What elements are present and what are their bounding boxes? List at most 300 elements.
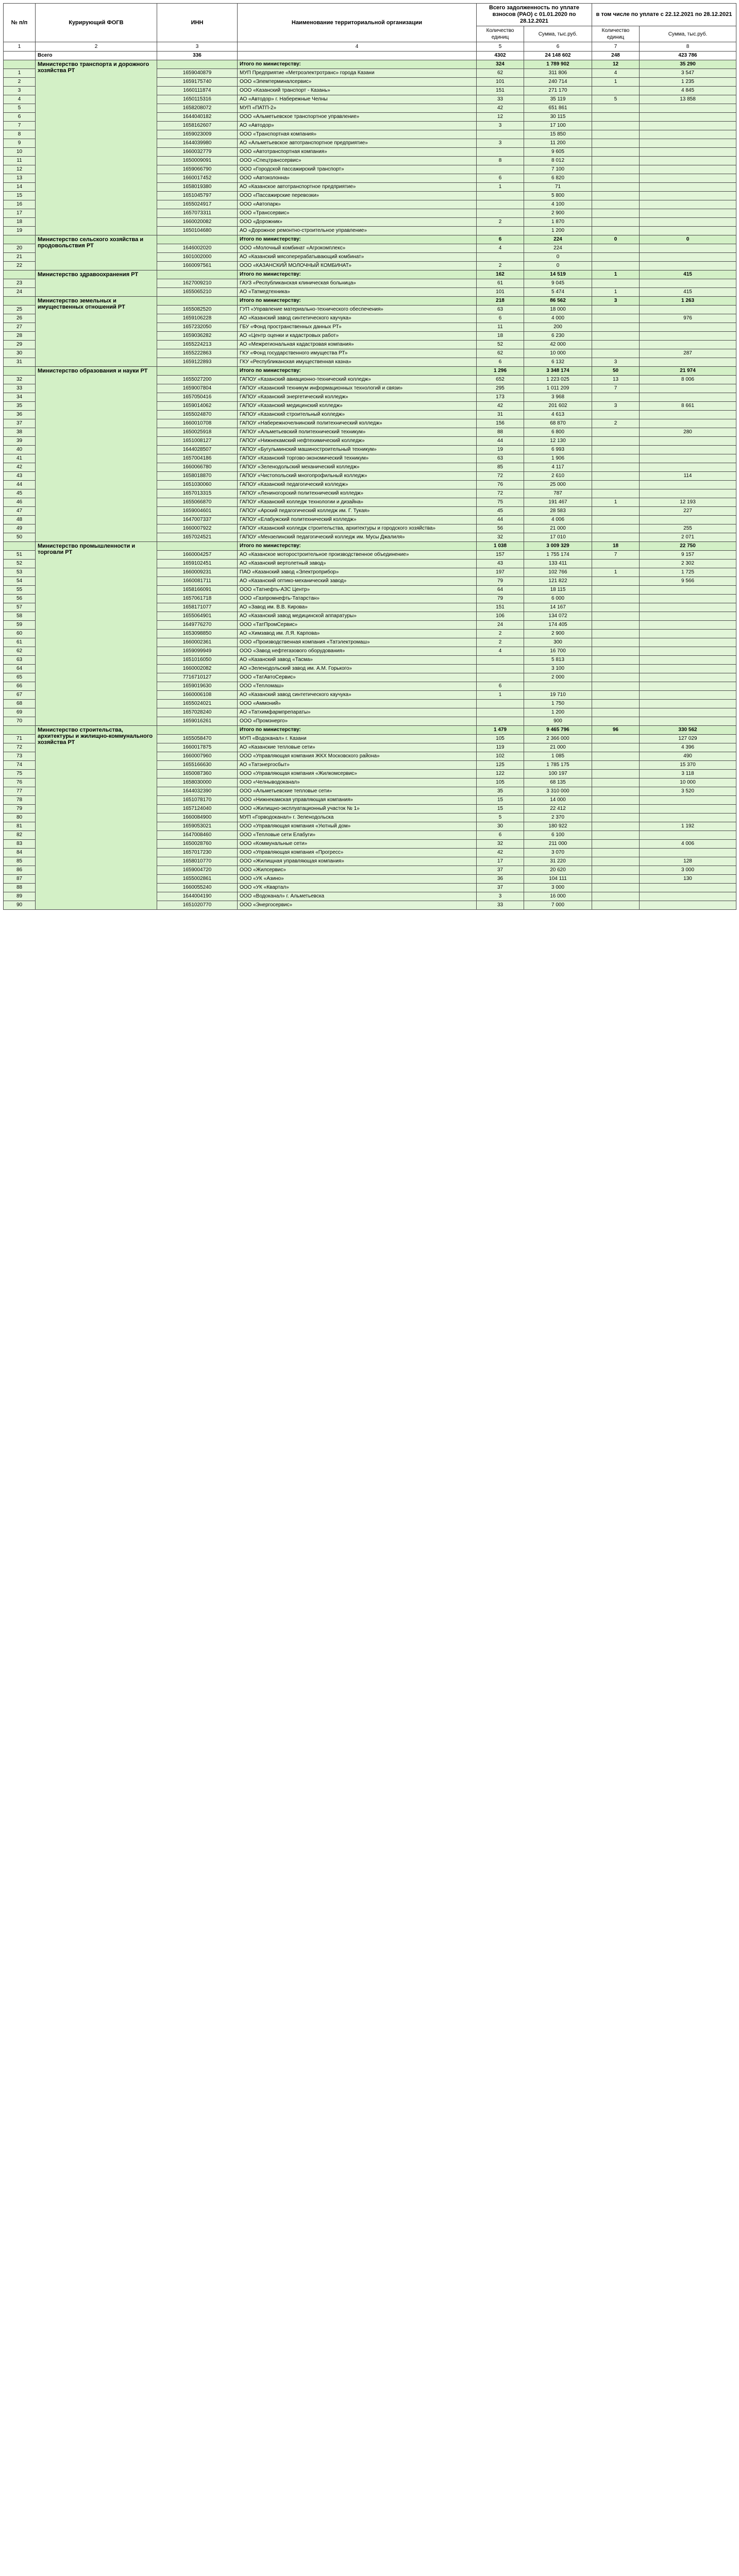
sum-cell: 100 197 bbox=[524, 770, 592, 778]
overdue-count-cell bbox=[592, 761, 640, 770]
sum-cell: 68 135 bbox=[524, 778, 592, 787]
row-number: 1 bbox=[4, 69, 36, 78]
organization-name: АО «Химзавод им. Л.Я. Карпова» bbox=[238, 630, 477, 638]
overdue-sum-cell bbox=[640, 630, 736, 638]
sum-cell: 15 850 bbox=[524, 130, 592, 139]
inn-cell: 1660004257 bbox=[157, 551, 238, 560]
overdue-sum-cell bbox=[640, 218, 736, 227]
sum-cell: 211 000 bbox=[524, 840, 592, 849]
sum-cell: 224 bbox=[524, 244, 592, 253]
overdue-count-cell bbox=[592, 647, 640, 656]
count-cell: 75 bbox=[477, 498, 524, 507]
overdue-sum-cell bbox=[640, 656, 736, 665]
overdue-sum-cell bbox=[640, 437, 736, 446]
organization-name: ООО «Спецтранссервис» bbox=[238, 157, 477, 165]
sum-cell: 17 100 bbox=[524, 122, 592, 130]
inn-cell: 1660010708 bbox=[157, 419, 238, 428]
overdue-sum-cell: 12 193 bbox=[640, 498, 736, 507]
organization-name: ООО «Нижнекамская управляющая компания» bbox=[238, 796, 477, 805]
overdue-sum-cell: 287 bbox=[640, 349, 736, 358]
header-no: № п/п bbox=[4, 4, 36, 42]
count-cell: 85 bbox=[477, 463, 524, 472]
count-cell: 15 bbox=[477, 796, 524, 805]
inn-cell: 1601002000 bbox=[157, 253, 238, 262]
row-number: 56 bbox=[4, 595, 36, 603]
overdue-count-cell bbox=[592, 87, 640, 95]
count-cell: 6 bbox=[477, 831, 524, 840]
count-cell: 62 bbox=[477, 349, 524, 358]
overdue-sum-cell: 1 235 bbox=[640, 78, 736, 87]
inn-cell: 1657124040 bbox=[157, 805, 238, 814]
overdue-count-cell bbox=[592, 262, 640, 270]
count-cell: 32 bbox=[477, 840, 524, 849]
overdue-count-cell bbox=[592, 174, 640, 183]
row-number bbox=[4, 270, 36, 279]
count-cell: 15 bbox=[477, 805, 524, 814]
organization-name: ГАПОУ «Казанский техникум информационных технологий и связи» bbox=[238, 384, 477, 393]
count-cell: 44 bbox=[477, 437, 524, 446]
col-number: 8 bbox=[640, 42, 736, 52]
row-number: 12 bbox=[4, 165, 36, 174]
overdue-sum-cell bbox=[640, 113, 736, 122]
count-cell: 1 bbox=[477, 691, 524, 700]
organization-name: АО «Казанское автотранспортное предприятие» bbox=[238, 183, 477, 192]
subtotal-overdue-sum: 21 974 bbox=[640, 367, 736, 376]
overdue-sum-cell bbox=[640, 209, 736, 218]
sum-cell: 271 170 bbox=[524, 87, 592, 95]
row-number: 66 bbox=[4, 682, 36, 691]
sum-cell: 8 012 bbox=[524, 157, 592, 165]
count-cell: 652 bbox=[477, 376, 524, 384]
inn-cell: 1660084900 bbox=[157, 814, 238, 822]
row-number: 46 bbox=[4, 498, 36, 507]
row-number: 41 bbox=[4, 454, 36, 463]
overdue-count-cell bbox=[592, 253, 640, 262]
overdue-count-cell bbox=[592, 752, 640, 761]
sum-cell: 28 583 bbox=[524, 507, 592, 516]
organization-name: АО «Казанский оптико-механический завод» bbox=[238, 577, 477, 586]
subtotal-spacer bbox=[157, 297, 238, 306]
sum-cell: 20 620 bbox=[524, 866, 592, 875]
count-cell: 2 bbox=[477, 218, 524, 227]
inn-cell: 1659099949 bbox=[157, 647, 238, 656]
overdue-count-cell bbox=[592, 411, 640, 419]
overdue-sum-cell: 4 396 bbox=[640, 743, 736, 752]
overdue-sum-cell bbox=[640, 849, 736, 857]
inn-cell: 1660111874 bbox=[157, 87, 238, 95]
overdue-count-cell: 1 bbox=[592, 78, 640, 87]
overdue-sum-cell bbox=[640, 306, 736, 314]
inn-cell: 1655222863 bbox=[157, 349, 238, 358]
inn-cell: 1651078170 bbox=[157, 796, 238, 805]
organization-name: ГАПОУ «Казанский колледж строительства, архитектуры и городского хозяйства» bbox=[238, 524, 477, 533]
row-number: 14 bbox=[4, 183, 36, 192]
overdue-sum-cell bbox=[640, 130, 736, 139]
row-number: 2 bbox=[4, 78, 36, 87]
organization-name: ООО «Управляющая компания «Прогресс» bbox=[238, 849, 477, 857]
overdue-sum-cell: 4 006 bbox=[640, 840, 736, 849]
inn-cell: 1644004190 bbox=[157, 892, 238, 901]
overdue-count-cell bbox=[592, 279, 640, 288]
table-header bbox=[4, 4, 736, 52]
organization-name: ГАПОУ «Казанский торгово-экономический техникум» bbox=[238, 454, 477, 463]
overdue-sum-cell bbox=[640, 805, 736, 814]
sum-cell: 0 bbox=[524, 262, 592, 270]
count-cell: 3 bbox=[477, 892, 524, 901]
row-number: 65 bbox=[4, 673, 36, 682]
count-cell: 173 bbox=[477, 393, 524, 402]
inn-cell: 1655082520 bbox=[157, 306, 238, 314]
overdue-sum-cell bbox=[640, 673, 736, 682]
row-number: 59 bbox=[4, 621, 36, 630]
inn-cell: 1657028240 bbox=[157, 708, 238, 717]
row-number: 78 bbox=[4, 796, 36, 805]
organization-name: ГУП «Управление материально-технического обеспечения» bbox=[238, 306, 477, 314]
overdue-count-cell bbox=[592, 665, 640, 673]
overdue-sum-cell bbox=[640, 244, 736, 253]
overdue-count-cell: 7 bbox=[592, 384, 640, 393]
overdue-sum-cell: 4 845 bbox=[640, 87, 736, 95]
sum-cell: 1 906 bbox=[524, 454, 592, 463]
count-cell: 19 bbox=[477, 446, 524, 454]
table-body bbox=[4, 52, 736, 910]
overdue-count-cell bbox=[592, 770, 640, 778]
organization-name: ООО «Газпромнефть-Татарстан» bbox=[238, 595, 477, 603]
inn-cell: 1655058470 bbox=[157, 735, 238, 743]
row-number: 77 bbox=[4, 787, 36, 796]
overdue-sum-cell bbox=[640, 586, 736, 595]
overdue-count-cell: 7 bbox=[592, 551, 640, 560]
grand-total-code: 336 bbox=[157, 52, 238, 60]
overdue-count-cell bbox=[592, 446, 640, 454]
overdue-sum-cell: 15 370 bbox=[640, 761, 736, 770]
organization-name: ООО «Альметьевские тепловые сети» bbox=[238, 787, 477, 796]
organization-name: ПАО «Казанский завод «Электроприбор» bbox=[238, 568, 477, 577]
overdue-count-cell: 3 bbox=[592, 402, 640, 411]
count-cell: 76 bbox=[477, 481, 524, 489]
inn-cell: 1655024021 bbox=[157, 700, 238, 708]
sum-cell: 7 000 bbox=[524, 901, 592, 910]
organization-name: АО «Центр оценки и кадастровых работ» bbox=[238, 332, 477, 341]
row-number: 17 bbox=[4, 209, 36, 218]
organization-name: ООО «Элемтерминалсервис» bbox=[238, 78, 477, 87]
inn-cell: 1658019380 bbox=[157, 183, 238, 192]
sum-cell: 35 119 bbox=[524, 95, 592, 104]
row-number: 23 bbox=[4, 279, 36, 288]
count-cell: 63 bbox=[477, 306, 524, 314]
overdue-count-cell bbox=[592, 244, 640, 253]
row-number: 69 bbox=[4, 708, 36, 717]
organization-name: ГАПОУ «Нижнекамский нефтехимический колледж» bbox=[238, 437, 477, 446]
count-cell: 3 bbox=[477, 122, 524, 130]
inn-cell: 7716710127 bbox=[157, 673, 238, 682]
overdue-count-cell bbox=[592, 656, 640, 665]
count-cell: 11 bbox=[477, 323, 524, 332]
overdue-sum-cell bbox=[640, 384, 736, 393]
overdue-count-cell bbox=[592, 603, 640, 612]
sum-cell: 1 750 bbox=[524, 700, 592, 708]
overdue-count-cell bbox=[592, 489, 640, 498]
subtotal-count: 218 bbox=[477, 297, 524, 306]
organization-name: ГАПОУ «Набережночелнинский политехнический колледж» bbox=[238, 419, 477, 428]
count-cell: 44 bbox=[477, 516, 524, 524]
curator-name: Министерство строительства, архитектуры и жилищно-коммунального хозяйства РТ bbox=[36, 726, 157, 910]
count-cell: 5 bbox=[477, 814, 524, 822]
inn-cell: 1659007804 bbox=[157, 384, 238, 393]
overdue-count-cell bbox=[592, 113, 640, 122]
subtotal-overdue-sum: 22 750 bbox=[640, 542, 736, 551]
organization-name: ООО «Татнефть-АЗС Центр» bbox=[238, 586, 477, 595]
organization-name: ГАПОУ «Казанский медицинский колледж» bbox=[238, 402, 477, 411]
overdue-count-cell bbox=[592, 805, 640, 814]
row-number: 8 bbox=[4, 130, 36, 139]
inn-cell: 1660055240 bbox=[157, 884, 238, 892]
subtotal-spacer bbox=[157, 367, 238, 376]
organization-name: ГАПОУ «Арский педагогический колледж им. Г. Тукая» bbox=[238, 507, 477, 516]
overdue-sum-cell bbox=[640, 621, 736, 630]
overdue-sum-cell: 3 520 bbox=[640, 787, 736, 796]
row-number: 4 bbox=[4, 95, 36, 104]
count-cell: 2 bbox=[477, 638, 524, 647]
sum-cell: 1 200 bbox=[524, 708, 592, 717]
organization-name: МУП «Водоканал» г. Казани bbox=[238, 735, 477, 743]
row-number: 37 bbox=[4, 419, 36, 428]
organization-name: АО «Татэнергосбыт» bbox=[238, 761, 477, 770]
overdue-sum-cell: 114 bbox=[640, 472, 736, 481]
inn-cell: 1659004601 bbox=[157, 507, 238, 516]
header-overdue: в том числе по уплате с 22.12.2021 по 28.12.2021 bbox=[592, 4, 736, 26]
count-cell: 2 bbox=[477, 262, 524, 270]
grand-total-sum: 24 148 602 bbox=[524, 52, 592, 60]
inn-cell: 1650009091 bbox=[157, 157, 238, 165]
row-number: 55 bbox=[4, 586, 36, 595]
header-total-debt: Всего задолженность по уплате взносов (РАО) с 01.01.2020 по 28.12.2021 bbox=[477, 4, 592, 26]
sum-cell: 1 085 bbox=[524, 752, 592, 761]
subtotal-label: Итого по министерству: bbox=[238, 367, 477, 376]
count-cell: 151 bbox=[477, 87, 524, 95]
row-number: 24 bbox=[4, 288, 36, 297]
overdue-sum-cell bbox=[640, 463, 736, 472]
sum-cell: 4 117 bbox=[524, 463, 592, 472]
count-cell: 88 bbox=[477, 428, 524, 437]
count-cell: 6 bbox=[477, 174, 524, 183]
overdue-count-cell bbox=[592, 516, 640, 524]
overdue-count-cell bbox=[592, 708, 640, 717]
organization-name: АО «Казанский мясоперерабатывающий комбинат» bbox=[238, 253, 477, 262]
subtotal-overdue-count: 50 bbox=[592, 367, 640, 376]
subtotal-overdue-sum: 1 263 bbox=[640, 297, 736, 306]
sum-cell: 102 766 bbox=[524, 568, 592, 577]
ministry-subtotal-row bbox=[4, 367, 736, 376]
sum-cell: 201 602 bbox=[524, 402, 592, 411]
overdue-count-cell bbox=[592, 332, 640, 341]
overdue-sum-cell bbox=[640, 358, 736, 367]
grand-total-label: Всего bbox=[36, 52, 157, 60]
organization-name: АО «Автодор» г. Набережные Челны bbox=[238, 95, 477, 104]
inn-cell: 1651045797 bbox=[157, 192, 238, 200]
count-cell: 37 bbox=[477, 866, 524, 875]
row-number: 36 bbox=[4, 411, 36, 419]
inn-cell: 1658208072 bbox=[157, 104, 238, 113]
overdue-count-cell: 2 bbox=[592, 419, 640, 428]
inn-cell: 1655065210 bbox=[157, 288, 238, 297]
inn-cell: 1659106228 bbox=[157, 314, 238, 323]
overdue-count-cell bbox=[592, 130, 640, 139]
inn-cell: 1627009210 bbox=[157, 279, 238, 288]
overdue-count-cell bbox=[592, 306, 640, 314]
organization-name: ГАПОУ «Казанский строительный колледж» bbox=[238, 411, 477, 419]
inn-cell: 1653098850 bbox=[157, 630, 238, 638]
overdue-count-cell bbox=[592, 533, 640, 542]
row-number: 70 bbox=[4, 717, 36, 726]
subtotal-label: Итого по министерству: bbox=[238, 297, 477, 306]
inn-cell: 1658171077 bbox=[157, 603, 238, 612]
curator-name: Министерство промышленности и торговли РТ bbox=[36, 542, 157, 726]
organization-name: ГАПОУ «Альметьевский политехнический техникум» bbox=[238, 428, 477, 437]
overdue-count-cell bbox=[592, 884, 640, 892]
overdue-sum-cell bbox=[640, 884, 736, 892]
count-cell: 101 bbox=[477, 78, 524, 87]
sum-cell: 200 bbox=[524, 323, 592, 332]
count-cell bbox=[477, 209, 524, 218]
count-cell: 102 bbox=[477, 752, 524, 761]
organization-name: АО «Межрегиональная кадастровая компания» bbox=[238, 341, 477, 349]
overdue-sum-cell: 3 547 bbox=[640, 69, 736, 78]
ministry-subtotal-row bbox=[4, 726, 736, 735]
inn-cell: 1660007960 bbox=[157, 752, 238, 761]
overdue-sum-cell bbox=[640, 665, 736, 673]
inn-cell: 1650087360 bbox=[157, 770, 238, 778]
count-cell bbox=[477, 656, 524, 665]
count-cell bbox=[477, 200, 524, 209]
overdue-count-cell: 13 bbox=[592, 376, 640, 384]
count-cell: 6 bbox=[477, 314, 524, 323]
overdue-sum-cell bbox=[640, 638, 736, 647]
overdue-sum-cell: 127 029 bbox=[640, 735, 736, 743]
row-number: 32 bbox=[4, 376, 36, 384]
overdue-sum-cell: 130 bbox=[640, 875, 736, 884]
organization-name: ООО «Городской пассажирский транспорт» bbox=[238, 165, 477, 174]
count-cell: 52 bbox=[477, 341, 524, 349]
subtotal-label: Итого по министерству: bbox=[238, 235, 477, 244]
row-number: 42 bbox=[4, 463, 36, 472]
row-number: 28 bbox=[4, 332, 36, 341]
subtotal-count: 6 bbox=[477, 235, 524, 244]
count-cell: 24 bbox=[477, 621, 524, 630]
row-number: 67 bbox=[4, 691, 36, 700]
sum-cell: 191 467 bbox=[524, 498, 592, 507]
count-cell bbox=[477, 227, 524, 235]
inn-cell: 1655002861 bbox=[157, 875, 238, 884]
overdue-sum-cell bbox=[640, 253, 736, 262]
row-number: 87 bbox=[4, 875, 36, 884]
overdue-count-cell bbox=[592, 157, 640, 165]
sum-cell: 4 000 bbox=[524, 314, 592, 323]
count-cell: 33 bbox=[477, 901, 524, 910]
inn-cell: 1660002082 bbox=[157, 665, 238, 673]
overdue-count-cell bbox=[592, 349, 640, 358]
row-number: 64 bbox=[4, 665, 36, 673]
organization-name: АО «Завод им. В.В. Кирова» bbox=[238, 603, 477, 612]
overdue-sum-cell bbox=[640, 174, 736, 183]
count-cell: 4 bbox=[477, 647, 524, 656]
sum-cell: 1 870 bbox=[524, 218, 592, 227]
subtotal-overdue-sum: 35 290 bbox=[640, 60, 736, 69]
inn-cell: 1657013315 bbox=[157, 489, 238, 498]
sum-cell: 134 072 bbox=[524, 612, 592, 621]
inn-cell: 1659102451 bbox=[157, 560, 238, 568]
organization-name: ООО «Тепловые сети Елабуги» bbox=[238, 831, 477, 840]
row-number: 47 bbox=[4, 507, 36, 516]
organization-name: ООО «ТатАвтоСервис» bbox=[238, 673, 477, 682]
subtotal-sum: 224 bbox=[524, 235, 592, 244]
header-count-total: Количество единиц bbox=[477, 26, 524, 42]
overdue-count-cell bbox=[592, 586, 640, 595]
sum-cell: 4 006 bbox=[524, 516, 592, 524]
sum-cell: 12 130 bbox=[524, 437, 592, 446]
count-cell: 18 bbox=[477, 332, 524, 341]
row-number: 82 bbox=[4, 831, 36, 840]
overdue-sum-cell bbox=[640, 393, 736, 402]
inn-cell: 1657061718 bbox=[157, 595, 238, 603]
row-number: 11 bbox=[4, 157, 36, 165]
overdue-sum-cell bbox=[640, 139, 736, 148]
sum-cell: 6 800 bbox=[524, 428, 592, 437]
sum-cell: 300 bbox=[524, 638, 592, 647]
overdue-sum-cell bbox=[640, 595, 736, 603]
count-cell: 42 bbox=[477, 849, 524, 857]
row-number: 33 bbox=[4, 384, 36, 393]
sum-cell: 17 010 bbox=[524, 533, 592, 542]
organization-name: ООО «Управляющая компания ЖКХ Московского района» bbox=[238, 752, 477, 761]
row-number: 35 bbox=[4, 402, 36, 411]
sum-cell: 133 411 bbox=[524, 560, 592, 568]
row-number: 71 bbox=[4, 735, 36, 743]
row-number: 22 bbox=[4, 262, 36, 270]
inn-cell: 1651030060 bbox=[157, 481, 238, 489]
count-cell bbox=[477, 665, 524, 673]
inn-cell: 1659053021 bbox=[157, 822, 238, 831]
inn-cell: 1650115316 bbox=[157, 95, 238, 104]
overdue-sum-cell bbox=[640, 104, 736, 113]
overdue-sum-cell bbox=[640, 717, 736, 726]
sum-cell: 1 011 209 bbox=[524, 384, 592, 393]
curator-name: Министерство здравоохранения РТ bbox=[36, 270, 157, 297]
inn-cell: 1660032779 bbox=[157, 148, 238, 157]
sum-cell: 71 bbox=[524, 183, 592, 192]
row-number: 39 bbox=[4, 437, 36, 446]
row-number: 73 bbox=[4, 752, 36, 761]
count-cell: 8 bbox=[477, 157, 524, 165]
sum-cell: 3 100 bbox=[524, 665, 592, 673]
organization-name: ООО «Дорожник» bbox=[238, 218, 477, 227]
organization-name: ООО «Казанский транспорт - Казань» bbox=[238, 87, 477, 95]
organization-name: ООО «Пассажирские перевозки» bbox=[238, 192, 477, 200]
row-number: 80 bbox=[4, 814, 36, 822]
sum-cell: 2 610 bbox=[524, 472, 592, 481]
inn-cell: 1649776270 bbox=[157, 621, 238, 630]
inn-cell: 1658010770 bbox=[157, 857, 238, 866]
count-cell: 43 bbox=[477, 560, 524, 568]
overdue-sum-cell bbox=[640, 612, 736, 621]
inn-cell: 1659122893 bbox=[157, 358, 238, 367]
sum-cell: 22 412 bbox=[524, 805, 592, 814]
count-cell: 33 bbox=[477, 95, 524, 104]
overdue-count-cell bbox=[592, 227, 640, 235]
sum-cell: 18 000 bbox=[524, 306, 592, 314]
inn-cell: 1657050416 bbox=[157, 393, 238, 402]
overdue-sum-cell: 13 858 bbox=[640, 95, 736, 104]
